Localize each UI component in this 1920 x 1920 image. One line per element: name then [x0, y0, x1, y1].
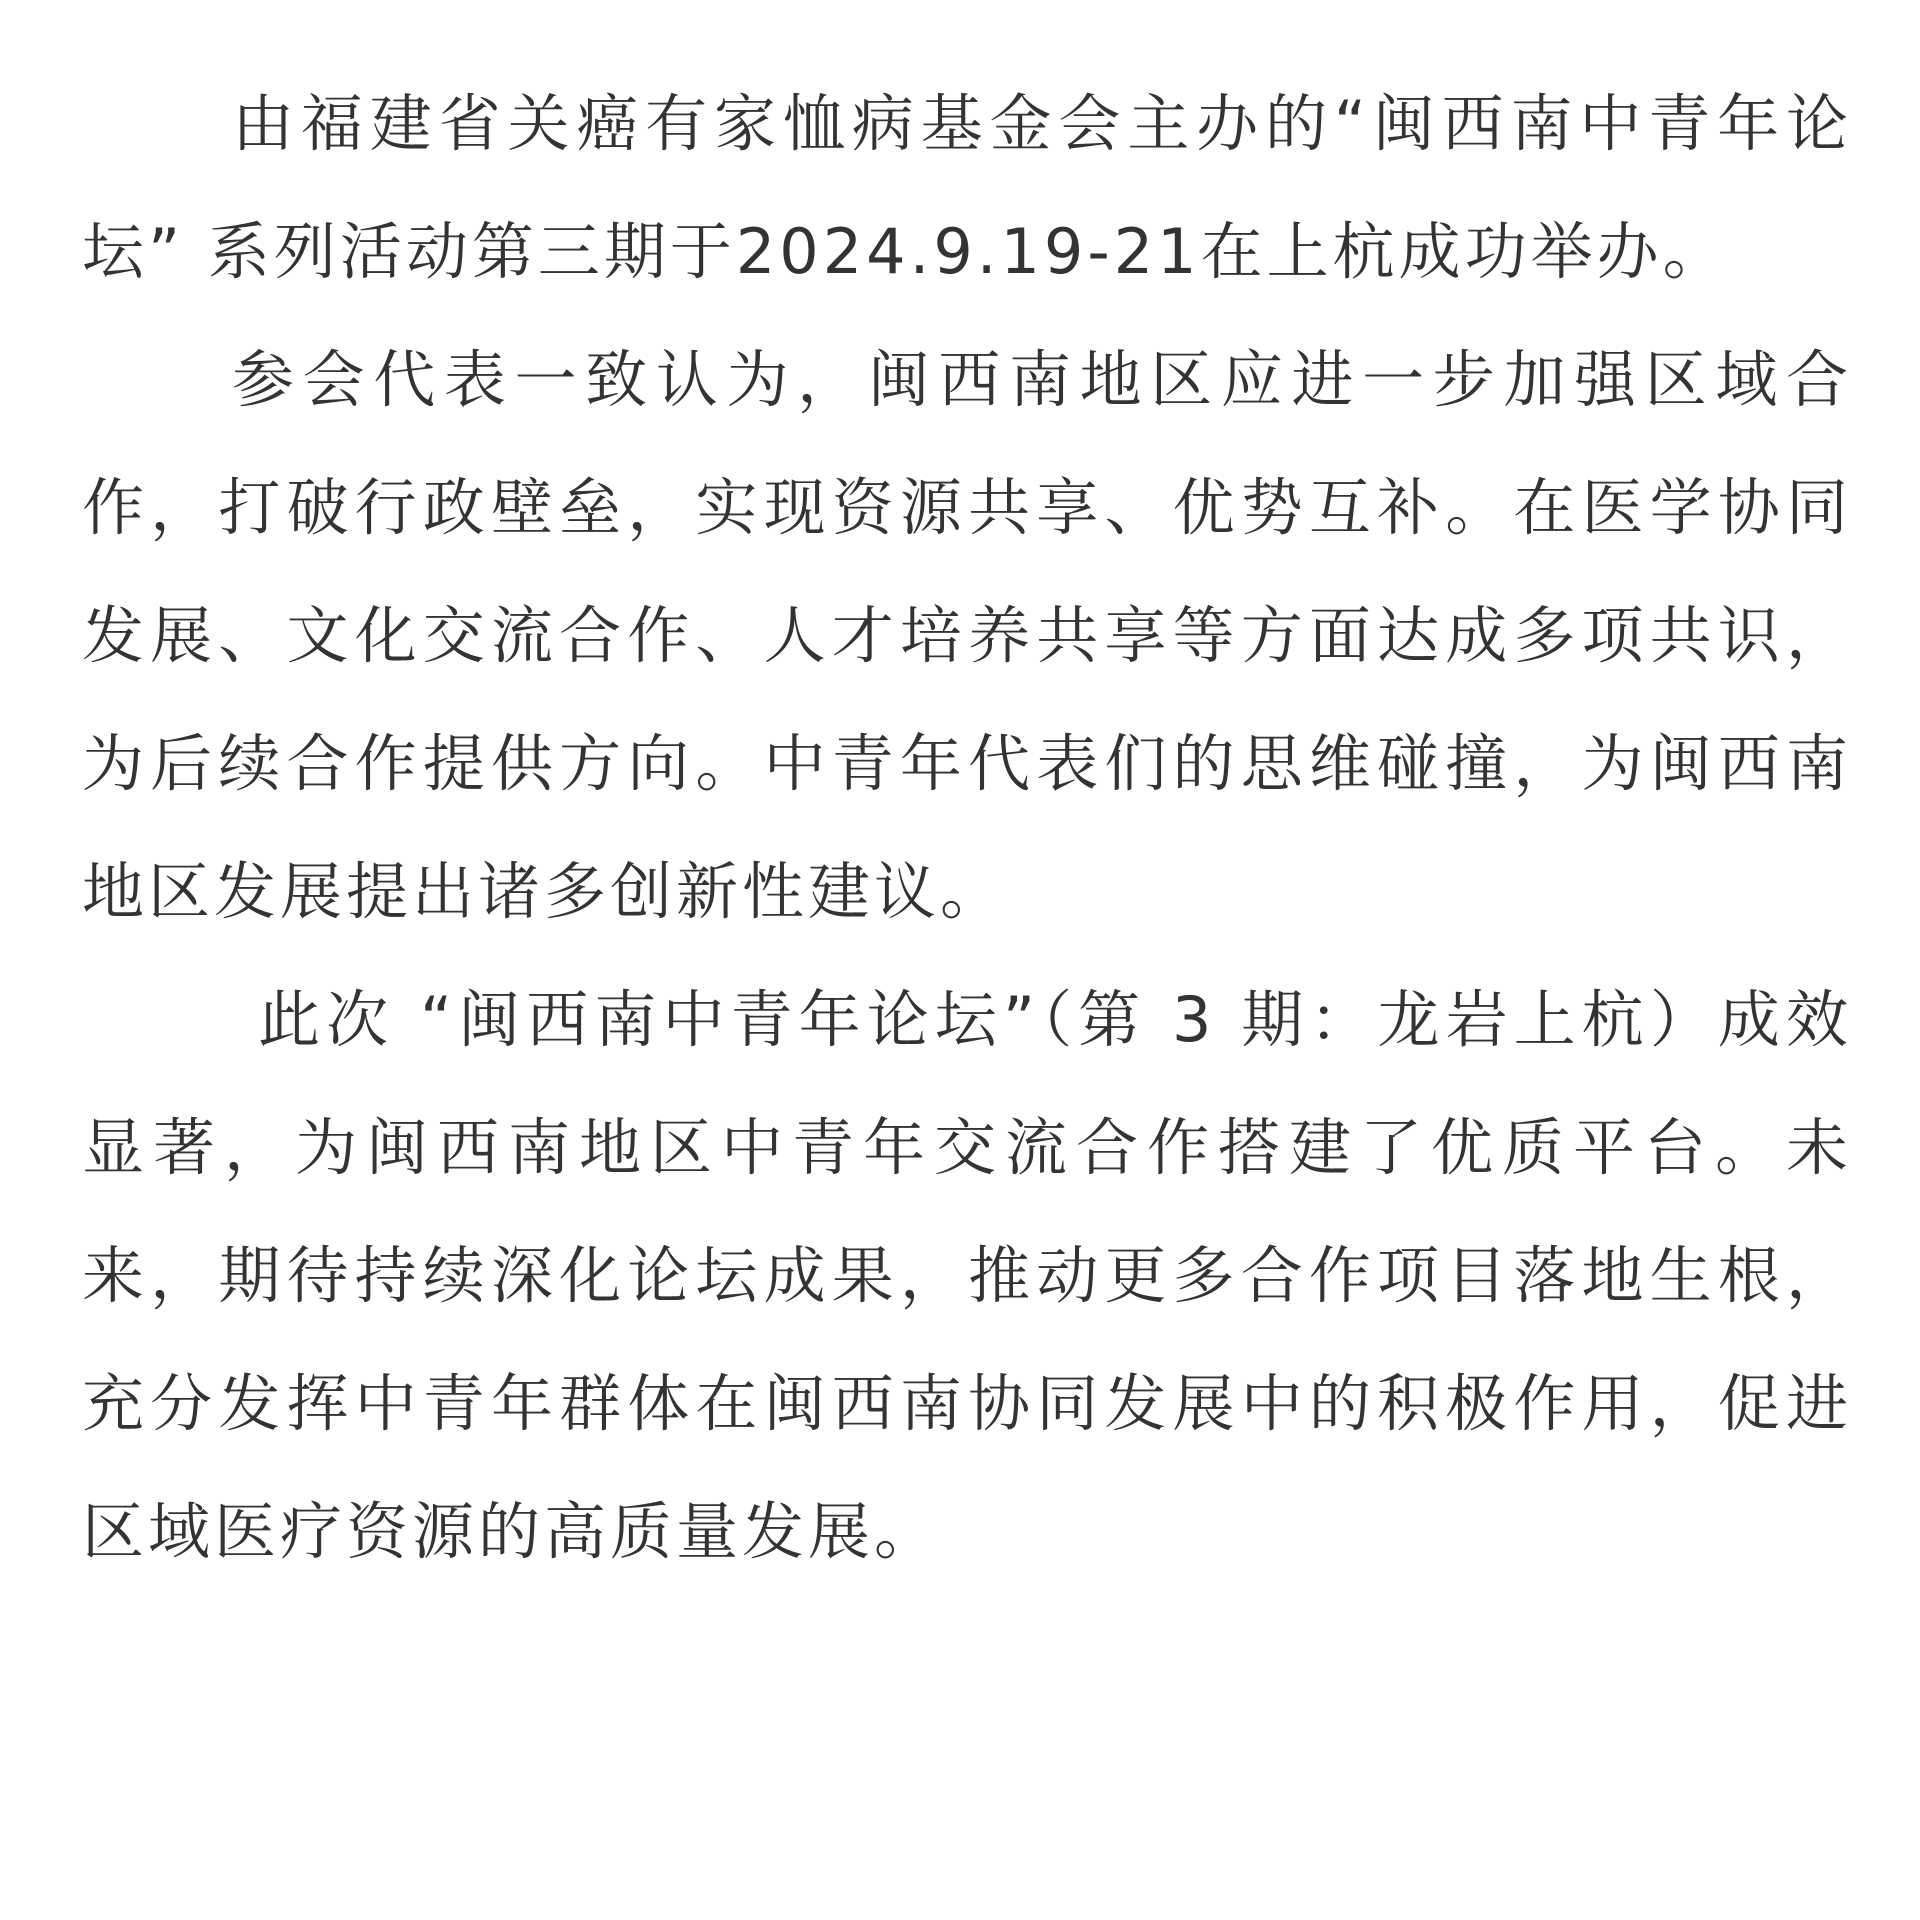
paragraph-consensus: 参会代表一致认为，闽西南地区应进一步加强区域合作，打破行政壁垒，实现资源共享、优势互补。在医学协同发展、文化交流合作、人才培养共享等方面达成多项共识，为后续合作提供方向。中青年代表们的思维碰撞，为闽西南地区发展提出诸多创新性建议。 — [82, 343, 1852, 928]
paragraph-outcome: 此次 “闽西南中青年论坛”（第 3 期：龙岩上杭）成效显著，为闽西南地区中青年交流合作搭建了优质平台。未来，期待持续深化论坛成果，推动更多合作项目落地生根，充分发挥中青年群体在闽西南协同发展中的积极作用，促进区域医疗资源的高质量发展。 — [82, 983, 1852, 1568]
paragraph-intro: 由福建省关癌有家恤病基金会主办的“闽西南中青年论坛” 系列活动第三期于2024.9.19-21在上杭成功举办。 — [82, 87, 1852, 288]
document-body — [82, 60, 1852, 1596]
